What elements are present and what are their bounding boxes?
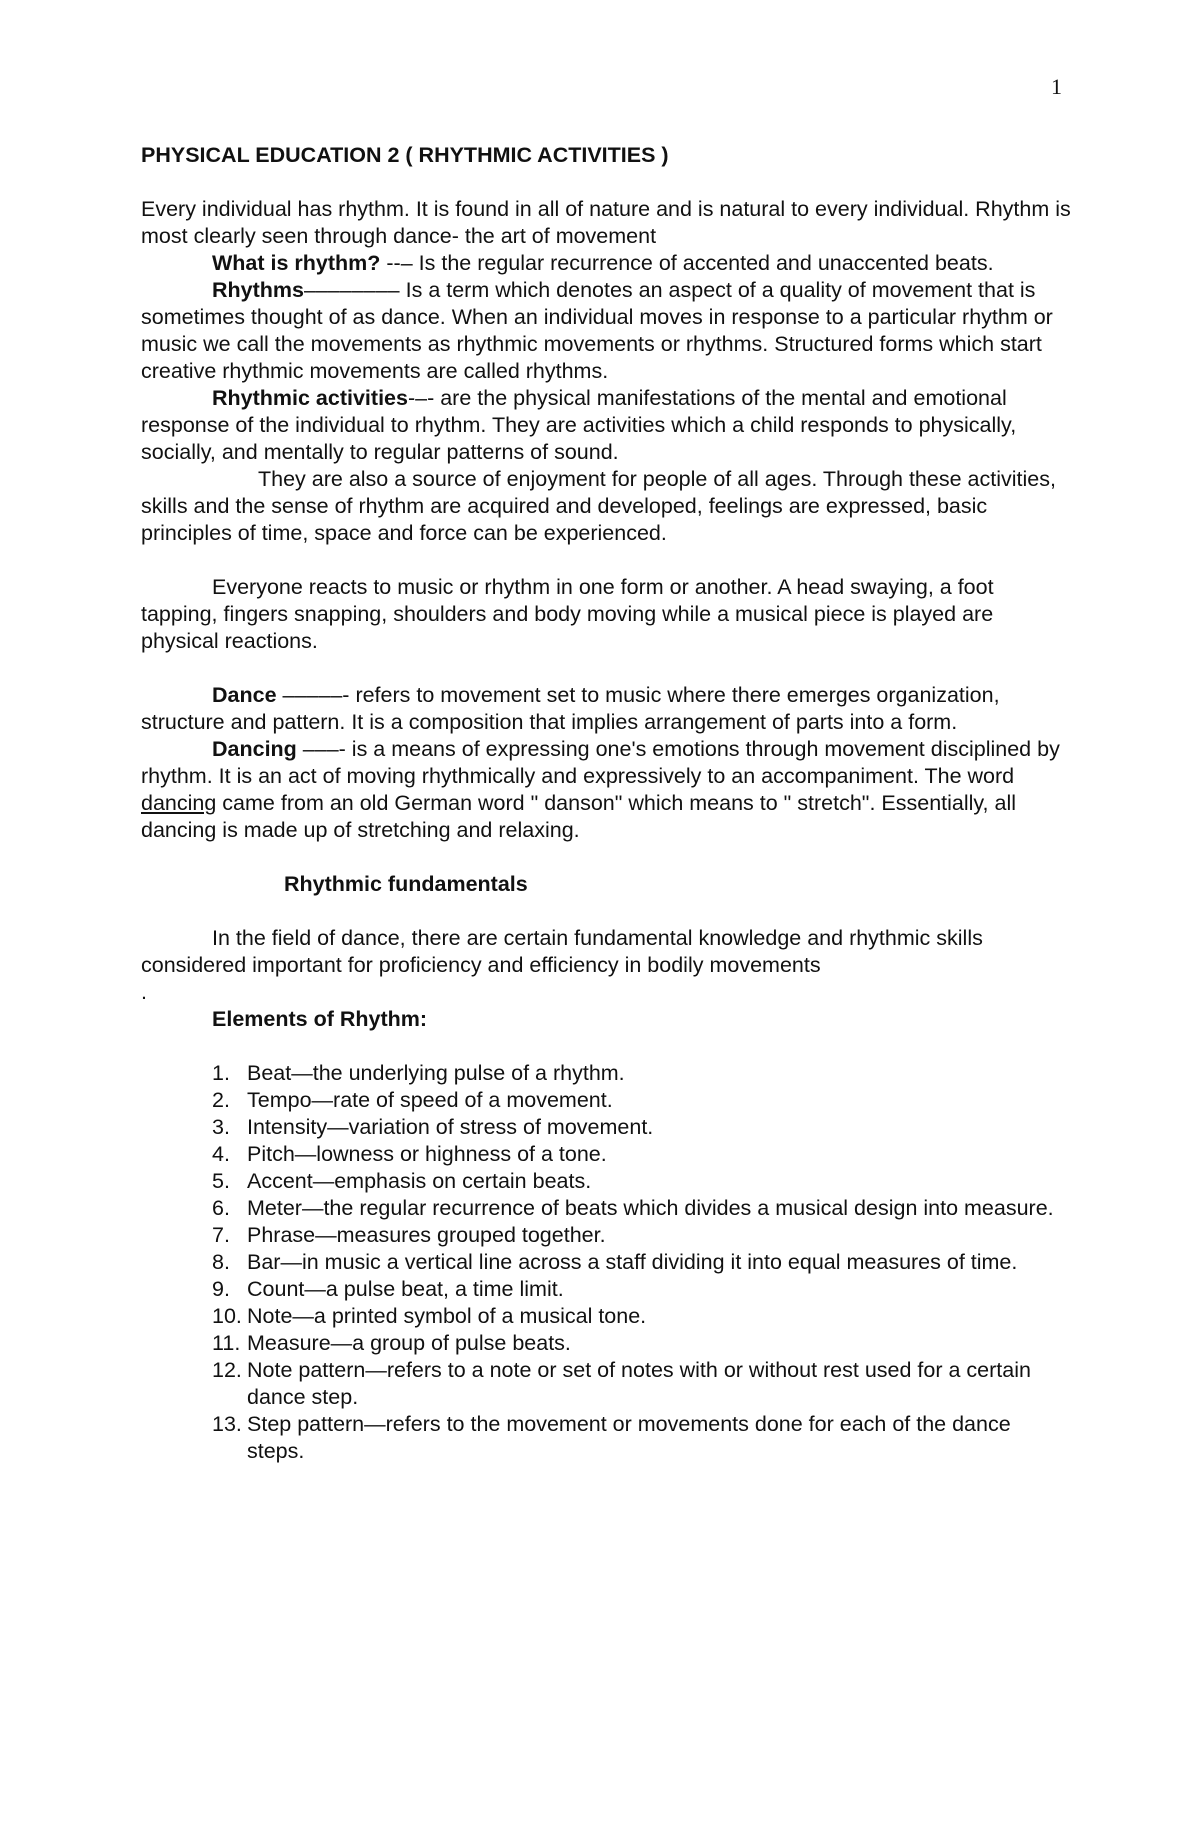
list-item-number: 9. bbox=[212, 1277, 230, 1301]
list-item-number: 2. bbox=[212, 1088, 230, 1112]
term-rhythmic-activities: Rhythmic activities bbox=[212, 386, 408, 410]
rhythms-text: –––––––– Is a term which denotes an aspect of a quality of movement that is sometimes thought of as dance. When an individual moves in response to a particular rhythm or music we call the movements as rhythmic movements or rhythms. Structured forms which start creative rhythmic movements are called rhythms. bbox=[141, 278, 1053, 383]
rhythmic-activities-paragraph bbox=[141, 385, 1071, 466]
list-item-text: Phrase—measures grouped together. bbox=[247, 1223, 606, 1247]
list-item-text: Note—a printed symbol of a musical tone. bbox=[247, 1304, 647, 1328]
list-item bbox=[212, 1168, 1071, 1195]
what-is-rhythm-paragraph bbox=[141, 250, 1071, 277]
fundamentals-paragraph: In the field of dance, there are certain fundamental knowledge and rhythmic skills considered important for proficiency and efficiency in bodily movements bbox=[141, 926, 983, 977]
paragraph-gap bbox=[141, 547, 1071, 574]
dancing-text-after: came from an old German word " danson" which means to " stretch". Essentially, all dancing is made up of stretching and relaxing. bbox=[141, 791, 1017, 842]
list-item-number: 7. bbox=[212, 1223, 230, 1247]
what-is-rhythm-text: --– Is the regular recurrence of accented and unaccented beats. bbox=[380, 251, 994, 275]
list-item bbox=[212, 1276, 1071, 1303]
list-item bbox=[212, 1249, 1071, 1276]
list-item-text: Intensity—variation of stress of movement. bbox=[247, 1115, 654, 1139]
dancing-paragraph bbox=[141, 736, 1071, 844]
list-item-number: 10. bbox=[212, 1304, 242, 1328]
dance-paragraph bbox=[141, 682, 1071, 736]
document-body bbox=[141, 142, 1071, 1465]
intro-paragraph: Every individual has rhythm. It is found in all of nature and is natural to every individual. Rhythm is most clearly seen through dance- the art of movement bbox=[141, 197, 1071, 248]
list-item-text: Step pattern—refers to the movement or movements done for each of the dance steps. bbox=[247, 1412, 1011, 1463]
term-dancing: Dancing bbox=[212, 737, 297, 761]
list-item-number: 12. bbox=[212, 1358, 242, 1382]
term-dance: Dance bbox=[212, 683, 277, 707]
list-item-text: Beat—the underlying pulse of a rhythm. bbox=[247, 1061, 625, 1085]
list-item-text: Tempo—rate of speed of a movement. bbox=[247, 1088, 613, 1112]
list-item bbox=[212, 1411, 1071, 1465]
list-item-number: 11. bbox=[212, 1331, 241, 1355]
reactions-paragraph: Everyone reacts to music or rhythm in one form or another. A head swaying, a foot tapping, fingers snapping, shoulders and body moving while a musical piece is played are physical reactions. bbox=[141, 575, 994, 653]
list-item bbox=[212, 1141, 1071, 1168]
dance-text: –––––- refers to movement set to music where there emerges organization, structure and pattern. It is a composition that implies arrangement of parts into a form. bbox=[141, 683, 1000, 734]
list-item-number: 5. bbox=[212, 1169, 230, 1193]
list-item-number: 1. bbox=[212, 1061, 230, 1085]
document-title: PHYSICAL EDUCATION 2 ( RHYTHMIC ACTIVITIES ) bbox=[141, 143, 669, 167]
elements-heading: Elements of Rhythm: bbox=[212, 1007, 428, 1031]
enjoyment-paragraph: They are also a source of enjoyment for people of all ages. Through these activities, skills and the sense of rhythm are acquired and developed, feelings are expressed, basic principles of time, space and force can be experienced. bbox=[141, 467, 1056, 545]
list-item bbox=[212, 1060, 1071, 1087]
stray-period: . bbox=[141, 980, 147, 1004]
list-item bbox=[212, 1114, 1071, 1141]
list-item-number: 3. bbox=[212, 1115, 230, 1139]
list-item bbox=[212, 1330, 1071, 1357]
dancing-underlined-word: dancing bbox=[141, 791, 217, 815]
list-item-text: Measure—a group of pulse beats. bbox=[247, 1331, 571, 1355]
list-item-text: Pitch—lowness or highness of a tone. bbox=[247, 1142, 607, 1166]
page-number: 1 bbox=[1051, 74, 1062, 99]
list-item-text: Count—a pulse beat, a time limit. bbox=[247, 1277, 564, 1301]
list-item-number: 13. bbox=[212, 1412, 242, 1436]
rhythmic-activities-text: -–- are the physical manifestations of the mental and emotional response of the individual to rhythm. They are activities which a child responds to physically, socially, and mentally to regular patterns of sound. bbox=[141, 386, 1017, 464]
list-item-number: 8. bbox=[212, 1250, 230, 1274]
list-item-number: 4. bbox=[212, 1142, 230, 1166]
paragraph-gap bbox=[141, 655, 1071, 682]
list-item-number: 6. bbox=[212, 1196, 230, 1220]
elements-list bbox=[141, 1060, 1071, 1465]
list-item bbox=[212, 1222, 1071, 1249]
list-item bbox=[212, 1357, 1071, 1411]
paragraph-gap bbox=[141, 1033, 1071, 1060]
rhythms-paragraph bbox=[141, 277, 1071, 385]
list-item bbox=[212, 1087, 1071, 1114]
paragraph-gap bbox=[141, 844, 1071, 871]
list-item-text: Note pattern—refers to a note or set of notes with or without rest used for a certain dance step. bbox=[247, 1358, 1031, 1409]
paragraph-gap bbox=[141, 898, 1071, 925]
list-item bbox=[212, 1303, 1071, 1330]
list-item-text: Bar—in music a vertical line across a staff dividing it into equal measures of time. bbox=[247, 1250, 1018, 1274]
list-item-text: Meter—the regular recurrence of beats which divides a musical design into measure. bbox=[247, 1196, 1054, 1220]
dancing-text-before: –––- is a means of expressing one's emotions through movement disciplined by rhythm. It is an act of moving rhythmically and expressively to an accompaniment. The word bbox=[141, 737, 1060, 788]
term-rhythms: Rhythms bbox=[212, 278, 304, 302]
list-item-text: Accent—emphasis on certain beats. bbox=[247, 1169, 592, 1193]
term-what-is-rhythm: What is rhythm? bbox=[212, 251, 381, 275]
list-item bbox=[212, 1195, 1071, 1222]
fundamentals-heading: Rhythmic fundamentals bbox=[284, 872, 528, 896]
